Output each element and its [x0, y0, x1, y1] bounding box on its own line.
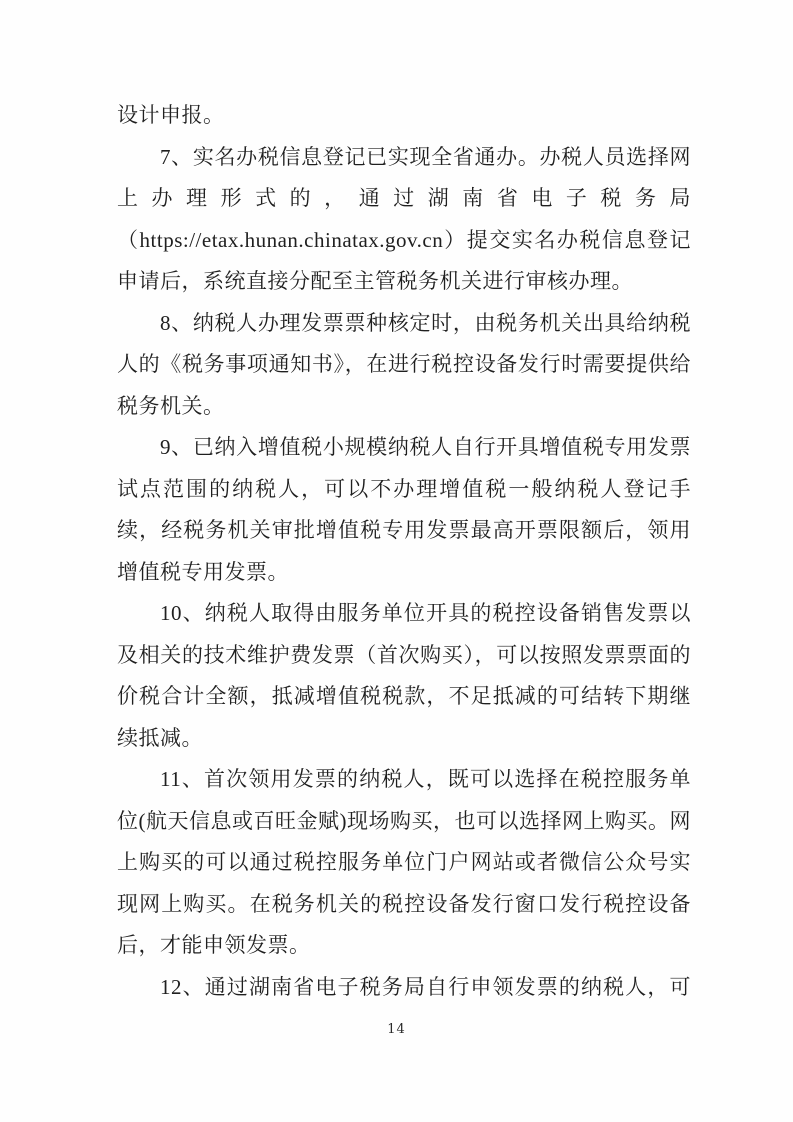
paragraph-item-11: 11、首次领用发票的纳税人，既可以选择在税控服务单位(航天信息或百旺金赋)现场购买，也可以选择网上购买。网上购买的可以通过税控服务单位门户网站或者微信公众号实现网上购买。在税务机关的税控设备发行窗口发行税控设备后，才能申领发票。	[117, 767, 691, 957]
page-number: 14	[387, 1022, 406, 1037]
document-body	[117, 95, 691, 1008]
paragraph-item-9: 9、已纳入增值税小规模纳税人自行开具增值税专用发票试点范围的纳税人，可以不办理增值税一般纳税人登记手续，经税务机关审批增值税专用发票最高开票限额后，领用增值税专用发票。	[117, 435, 691, 584]
paragraph-item-7: 7、实名办税信息登记已实现全省通办。办税人员选择网上办理形式的，通过湖南省电子税务局（https://etax.hunan.chinatax.gov.cn）提交实名办税信息登记申请后，系统直接分配至主管税务机关进行审核办理。	[117, 144, 691, 293]
paragraph-item-10: 10、纳税人取得由服务单位开具的税控设备销售发票以及相关的技术维护费发票（首次购买），可以按照发票票面的价税合计全额，抵减增值税税款，不足抵减的可结转下期继续抵减。	[117, 601, 691, 750]
paragraph-item-8: 8、纳税人办理发票票种核定时，由税务机关出具给纳税人的《税务事项通知书》，在进行税控设备发行时需要提供给税务机关。	[117, 310, 691, 418]
paragraph-continuation: 设计申报。	[117, 103, 225, 127]
paragraph-item-12: 12、通过湖南省电子税务局自行申领发票的纳税人，可	[160, 974, 691, 999]
